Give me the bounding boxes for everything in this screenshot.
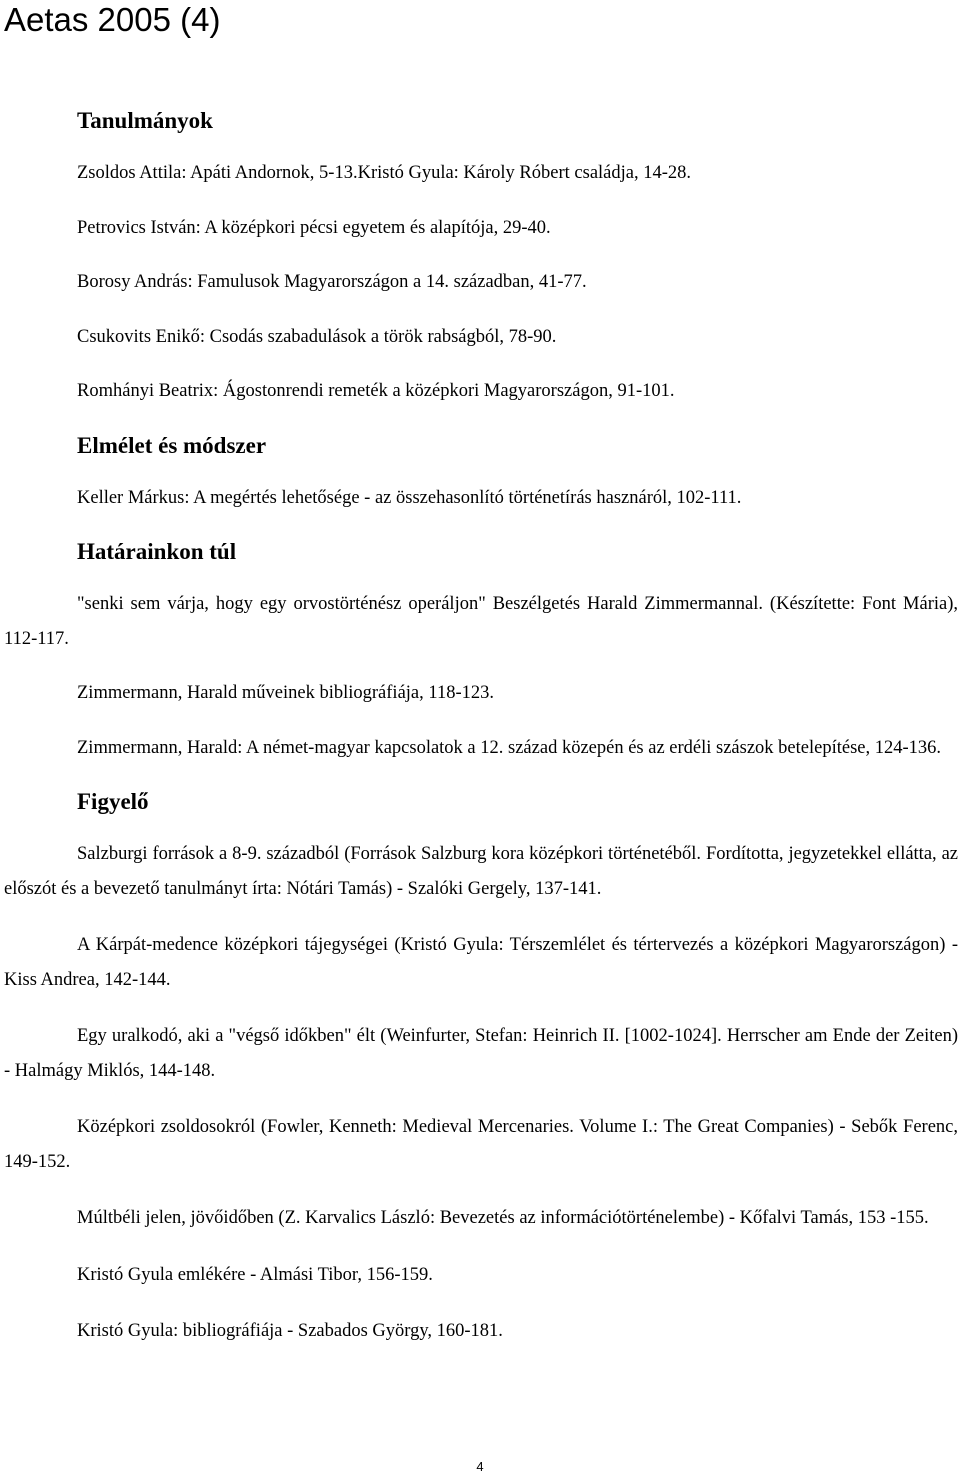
list-item: Borosy András: Famulusok Magyarországon a 14. században, 41-77.	[77, 272, 587, 292]
list-item: Petrovics István: A középkori pécsi egyetem és alapítója, 29-40.	[77, 217, 551, 238]
document-title: Aetas 2005 (4)	[4, 1, 221, 38]
list-item: Zsoldos Attila: Apáti Andornok, 5-13.Kristó Gyula: Károly Róbert családja, 14-28.	[77, 163, 692, 183]
page-number: 4	[476, 1459, 484, 1474]
list-item: "senki sem várja, hogy egy orvostörténész operáljon" Beszélgetés Harald Zimmermannal. (Készítette: Font Mária), 112-117.	[4, 594, 958, 649]
list-item: Múltbéli jelen, jövőidőben (Z. Karvalics László: Bevezetés az információtörténelembe) - Kőfalvi Tamás, 153 -155.	[77, 1208, 929, 1228]
list-item: Salzburgi források a 8-9. századból (Források Salzburg kora középkori történetéből. Fordította, jegyzetekkel ellátta, az előszót és a bevezető tanulmányt írta: Nótári Tamás) - Szalóki Gergely, 137-141.	[4, 844, 958, 899]
list-item: Zimmermann, Harald: A német-magyar kapcsolatok a 12. század közepén és az erdéli szászok betelepítése, 124-136.	[77, 737, 942, 758]
list-item: Középkori zsoldosokról (Fowler, Kenneth: Medieval Mercenaries. Volume I.: The Great Companies) - Sebők Ferenc, 149-152.	[4, 1117, 958, 1172]
list-item: Zimmermann, Harald műveinek bibliográfiája, 118-123.	[77, 683, 494, 703]
table-of-contents	[4, 104, 958, 1349]
list-item: Keller Márkus: A megértés lehetősége - az összehasonlító történetírás hasznáról, 102-111.	[77, 487, 742, 508]
list-item: Kristó Gyula: bibliográfiája - Szabados György, 160-181.	[77, 1321, 503, 1341]
section-heading-tanulmanyok: Tanulmányok	[77, 108, 213, 133]
list-item: Csukovits Enikő: Csodás szabadulások a török rabságból, 78-90.	[77, 326, 557, 347]
section-heading-elmelet-es-modszer: Elmélet és módszer	[77, 432, 267, 458]
list-item: Romhányi Beatrix: Ágostonrendi remeték a középkori Magyarországon, 91-101.	[77, 381, 675, 401]
list-item: Egy uralkodó, aki a "végső időkben" élt (Weinfurter, Stefan: Heinrich II. [1002-1024]. Herrscher am Ende der Zeiten) - Halmágy Miklós, 144-148.	[4, 1026, 958, 1081]
list-item: A Kárpát-medence középkori tájegységei (Kristó Gyula: Térszemlélet és tértervezés a középkori Magyarországon) - Kiss Andrea, 142-144.	[4, 935, 958, 990]
section-heading-hatarainkon-tul: Határainkon túl	[77, 539, 237, 564]
section-heading-figyelo: Figyelő	[77, 789, 149, 814]
list-item: Kristó Gyula emlékére - Almási Tibor, 156-159.	[77, 1264, 433, 1285]
